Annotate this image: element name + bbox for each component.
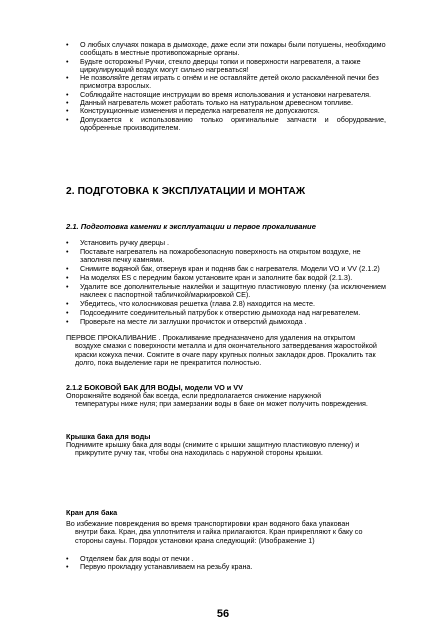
list-item: • Проверьте на месте ли заглушки прочисток и отверстий дымохода . bbox=[66, 318, 386, 326]
list-item: • Допускается к использованию только оригинальные запчасти и оборудование, одобренные производителем. bbox=[66, 116, 386, 133]
subsection-heading: 2.1. Подготовка каменки к эксплуатации и первое прокаливание bbox=[66, 222, 316, 231]
list-item: • На моделях ES с передним баком установите кран и заполните бак водой (2.1.3). bbox=[66, 274, 386, 282]
list-item: • Не позволяйте детям играть с огнём и не оставляйте детей около раскалённой печки без присмотра взрослых. bbox=[66, 74, 386, 91]
list-item: • Убедитесь, что колосниковая решетка (глава 2.8) находится на месте. bbox=[66, 300, 386, 308]
list-item: • Подсоедините соединительный патрубок к отверстию дымохода над нагревателем. bbox=[66, 309, 386, 317]
tank-tap-heading: Кран для бака bbox=[66, 508, 118, 517]
paragraph-continuation: внутри бака. Кран, два уплотнителя и гайка прилагаются. Кран прикрепляют к баку со стороны сауны. Порядок установки крана следующий: (Изображение 1) bbox=[75, 527, 363, 545]
tank-lid-heading: Крышка бака для воды bbox=[66, 432, 151, 441]
paragraph-continuation: прикрутите ручку так, чтобы она находилась с наружной стороны крышки. bbox=[75, 448, 323, 458]
side-tank-paragraph bbox=[66, 392, 388, 409]
list-item: • Установить ручку дверцы . bbox=[66, 239, 386, 247]
paragraph-continuation: воздухе смазки с поверхности металла и для окончательного затвердевания жаростойкой краски кожуха печки. Сожгите в очаге пару крупных полных закладок дров. Прокалить так долго, пока выделение гари не прекратится полностью. bbox=[75, 341, 377, 367]
list-item: • Данный нагреватель может работать только на натуральном древесном топливе. bbox=[66, 99, 386, 107]
paragraph-first-line: Во избежание повреждения во время транспортировки кран водяного бака упакован bbox=[66, 519, 350, 528]
list-item: • Первую прокладку устанавливаем на резьбу крана. bbox=[66, 563, 386, 571]
paragraph-first-line: Поднимите крышку бака для воды (снимите с крышки защитную пластиковую пленку) и bbox=[66, 440, 360, 449]
page-number: 56 bbox=[216, 608, 230, 620]
list-item: • О любых случаях пожара в дымоходе, даже если эти пожары были потушены, необходимо сообщать в местные противопожарные органы. bbox=[66, 41, 386, 58]
paragraph-first-line: ПЕРВОЕ ПРОКАЛИВАНИЕ . Прокаливание предназначено для удаления на открытом bbox=[66, 333, 356, 342]
list-item: • Отделяем бак для воды от печки . bbox=[66, 555, 386, 563]
list-item: • Соблюдайте настоящие инструкции во время использования и установки нагревателя. bbox=[66, 91, 386, 99]
paragraph-first-line: Опорожняйте водяной бак всегда, если предполагается снижение наружной bbox=[66, 391, 322, 400]
list-item: • Конструкционные изменения и переделка нагревателя не допускаются. bbox=[66, 107, 386, 115]
tap-install-bullet-list bbox=[66, 555, 386, 572]
list-item: • Будьте осторожны! Ручки, стекло дверцы топки и поверхности нагревателя, а также циркулирующий воздух могут сильно нагреваться! bbox=[66, 58, 386, 75]
section-heading: 2. ПОДГОТОВКА К ЭКСПЛУАТАЦИИ И МОНТАЖ bbox=[66, 186, 306, 197]
safety-bullet-list bbox=[66, 41, 386, 132]
side-tank-heading: 2.1.2 БОКОВОЙ БАК ДЛЯ ВОДЫ, модели VO и VV bbox=[66, 383, 244, 392]
list-item: • Снимите водяной бак, отвернув кран и подняв бак с нагревателя. Модели VO и VV (2.1.2) bbox=[66, 265, 386, 273]
list-item: • Поставьте нагреватель на пожаробезопасную поверхность на открытом воздухе, не заполняя печку камнями. bbox=[66, 248, 386, 265]
tank-lid-paragraph bbox=[66, 441, 392, 458]
list-item: • Удалите все дополнительные наклейки и защитную пластиковую пленку (за исключением наклеек с паспортной табличкой/маркировкой CE). bbox=[66, 283, 386, 300]
tank-tap-paragraph bbox=[66, 520, 392, 545]
first-burn-paragraph bbox=[66, 334, 392, 367]
preparation-bullet-list bbox=[66, 239, 386, 327]
paragraph-continuation: температуры ниже нуля; при замерзании воды в баке он может получить повреждения. bbox=[75, 399, 368, 409]
